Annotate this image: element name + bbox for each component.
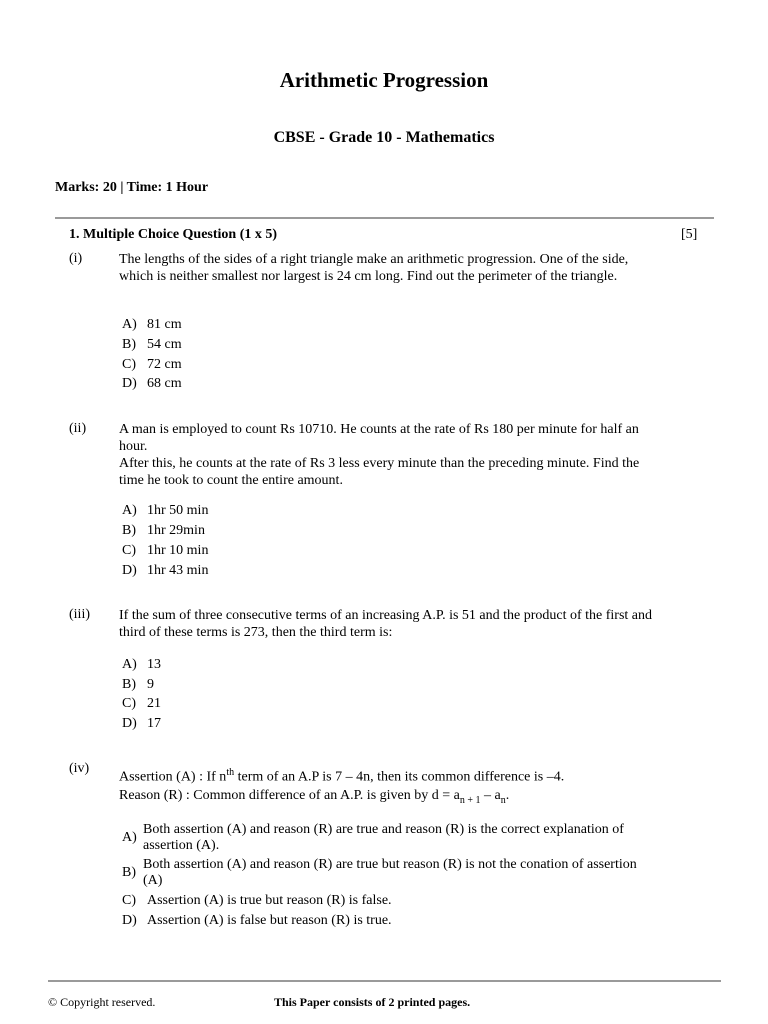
question-text: The lengths of the sides of a right triangle make an arithmetic progression. One of the side, which is neither smallest nor largest is 24 cm long. Find out the perimeter of the triangle. (119, 252, 629, 284)
option-item (122, 891, 392, 911)
option-text: 81 cm (147, 317, 182, 332)
option-letter: D) (122, 563, 137, 578)
reason-text: . (505, 787, 510, 803)
assertion-line (119, 764, 659, 787)
option-item (122, 561, 208, 581)
option-letter: B) (122, 677, 136, 692)
option-letter: A) (122, 657, 137, 672)
option-letter: A) (122, 830, 137, 845)
question-number: (i) (69, 251, 83, 266)
assertion-text: term of an A.P is 7 – 4n, then its common difference is –4. (234, 769, 565, 785)
option-letter: A) (122, 503, 137, 518)
option-letter: D) (122, 716, 137, 731)
option-text: 21 (147, 696, 161, 711)
option-text: 72 cm (147, 357, 182, 372)
question-number: (iv) (69, 761, 90, 776)
question-number: (ii) (69, 421, 87, 436)
option-item (122, 655, 161, 675)
option-item (122, 315, 182, 335)
page-title: Arithmetic Progression (279, 68, 489, 92)
option-text: 1hr 43 min (147, 563, 209, 578)
option-item (122, 374, 182, 394)
section-marks: [5] (681, 227, 698, 242)
superscript: th (226, 767, 235, 778)
option-text: 13 (147, 657, 161, 672)
option-item (122, 335, 182, 355)
option-letter: C) (122, 696, 136, 711)
marks-time: Marks: 20 | Time: 1 Hour (55, 180, 209, 195)
option-text: 68 cm (147, 376, 182, 391)
option-item (122, 911, 392, 931)
page-subtitle: CBSE - Grade 10 - Mathematics (273, 129, 495, 146)
copyright-text: © Copyright reserved. (48, 995, 156, 1009)
reason-line (119, 787, 659, 810)
page-count-text: This Paper consists of 2 printed pages. (274, 995, 471, 1009)
question-text-line: A man is employed to count Rs 10710. He counts at the rate of Rs 180 per minute for half an hour. (119, 422, 639, 454)
subscript: n (500, 794, 506, 806)
section-title: 1. Multiple Choice Question (1 x 5) (69, 227, 278, 242)
option-letter: D) (122, 913, 137, 928)
option-item (122, 355, 182, 375)
question-number: (iii) (69, 607, 90, 622)
option-letter: C) (122, 357, 136, 372)
footer-divider (48, 980, 721, 982)
option-text: Assertion (A) is true but reason (R) is false. (147, 893, 392, 908)
question-text (119, 764, 659, 809)
option-letter: B) (122, 865, 136, 880)
option-text: Assertion (A) is false but reason (R) is true. (147, 913, 392, 928)
reason-text: Reason (R) : Common difference of an A.P. is given by d = a (119, 787, 460, 803)
option-text: 17 (147, 716, 161, 731)
reason-text: – a (480, 787, 501, 803)
question-text (119, 421, 659, 489)
option-letter: A) (122, 317, 137, 332)
option-text: 1hr 10 min (147, 543, 209, 558)
option-letter: D) (122, 376, 137, 391)
option-item (122, 521, 205, 541)
question-text-line: After this, he counts at the rate of Rs 3 less every minute than the preceding minute. Find the time he took to count the entire amount. (119, 456, 640, 488)
question-text: If the sum of three consecutive terms of an increasing A.P. is 51 and the product of the first and third of these terms is 273, then the third term is: (119, 608, 653, 640)
option-text: 9 (147, 677, 154, 692)
header-divider (55, 217, 714, 219)
option-text: 54 cm (147, 337, 182, 352)
option-item (122, 694, 161, 714)
option-letter: B) (122, 337, 136, 352)
assertion-text: Assertion (A) : If n (119, 769, 227, 785)
option-letter: C) (122, 893, 136, 908)
option-item (122, 541, 208, 561)
option-item (122, 675, 154, 695)
option-item (122, 714, 161, 734)
option-item (122, 501, 208, 521)
option-text: 1hr 29min (147, 523, 205, 538)
option-text: Both assertion (A) and reason (R) are true and reason (R) is the correct explanation of assertion (A). (143, 822, 624, 853)
option-text: Both assertion (A) and reason (R) are true but reason (R) is not the conation of assertion (A) (143, 857, 637, 888)
option-text: 1hr 50 min (147, 503, 209, 518)
subscript: n + 1 (459, 794, 481, 806)
option-letter: B) (122, 523, 136, 538)
option-letter: C) (122, 543, 136, 558)
